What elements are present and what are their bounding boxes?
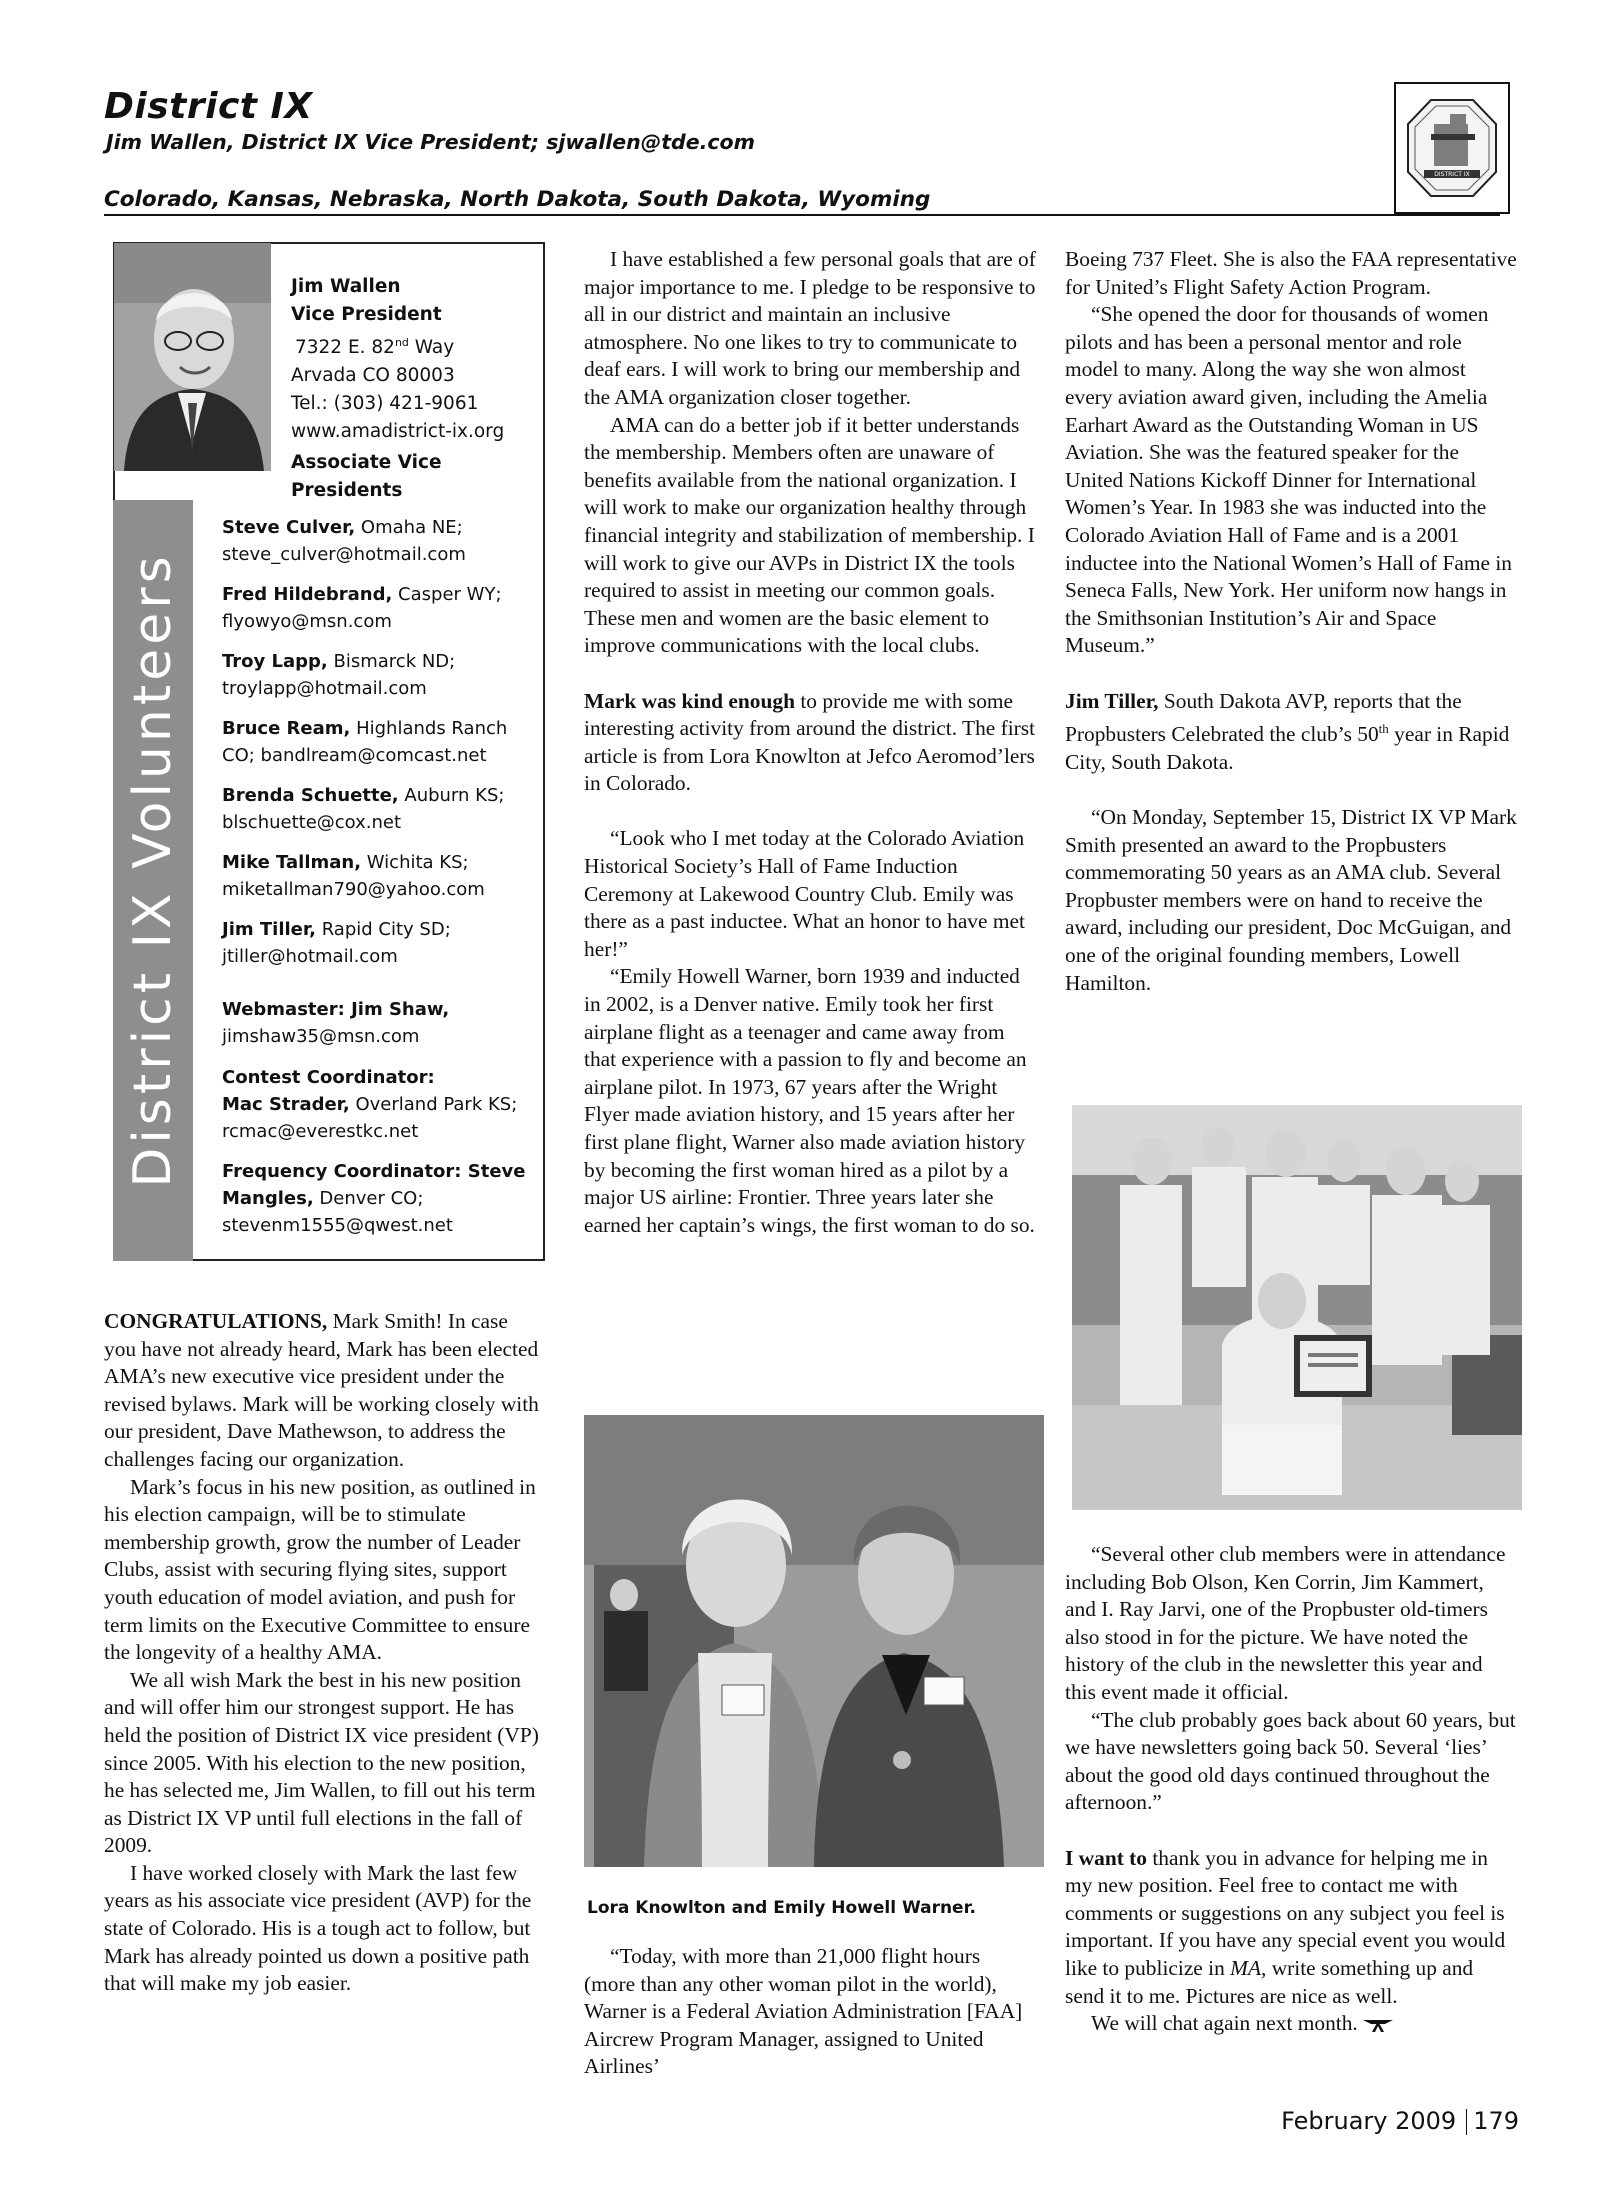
ama-end-mark-icon [1363, 2017, 1393, 2033]
paragraph: AMA can do a better job if it better understands the membership. Members often are unaware of benefits available from the national organization. I will work to make our organization healthy through financial integrity and stabilization of membership. I will work to give our AVPs in District IX the tools required to assist in meeting our common goals. These men and women are the basic element to improve communications with the local clubs. [584, 412, 1035, 658]
paragraph: “Emily Howell Warner, born 1939 and inducted in 2002, is a Denver native. Emily took her first airplane flight as a teenager and came away from that experience with a passion to fly and become an airplane pilot. In 1973, 67 years after the Wright Flyer made aviation history, and 15 years after her first plane flight, Warner also made aviation history by becoming the first woman hired as a pilot by a major US airline: Frontier. Three years later she earned her captain’s wings, the first woman to do so. [584, 964, 1035, 1237]
paragraph: We all wish Mark the best in his new position and will offer him our strongest support. He has held the position of District IX vice president (VP) since 2005. With his election to the new position, he has selected me, Jim Wallen, to fill out his term as District IX VP until full elections in the fall of 2009. [104, 1667, 539, 1858]
paragraph: I have established a few personal goals that are of major importance to me. I pledge to be responsive to all in our district and maintain an inclusive atmosphere. No one likes to try to communicate to deaf ears. I will work to bring our membership and the AMA organization closer together. [584, 247, 1036, 409]
contest-coordinator-entry: Contest Coordinator: Mac Strader, Overland Park KS; rcmac@everestkc.net [222, 1064, 542, 1145]
avp-entry: Mike Tallman, Wichita KS; miketallman790@yahoo.com [222, 852, 485, 900]
photo-propbusters [1072, 1105, 1522, 1510]
paragraph: We will chat again next month. [1065, 2010, 1517, 2038]
vp-phone: Tel.: (303) 421-9061 [291, 393, 479, 415]
district-logo [1394, 82, 1510, 214]
contest-email[interactable]: rcmac@everestkc.net [222, 1121, 419, 1142]
paragraph: I want to thank you in advance for helping me in my new position. Feel free to contact me with comments or suggestions on any subject you feel is important. If you have any special event you would like to publicize in MA, write something up and send it to me. Pictures are nice as well. [1065, 1845, 1506, 2008]
paragraph: “Today, with more than 21,000 flight hours (more than any other woman pilot in the world), Warner is a Federal Aviation Administration [FAA] Aircrew Program Manager, assigned to United Airlines’ [584, 1944, 1023, 2079]
issue-date: February 2009 [1281, 2107, 1457, 2135]
section-title: District IX [104, 86, 313, 127]
vp-street: 7322 E. 82nd Way [295, 336, 455, 359]
vp-title: Vice President [291, 304, 442, 325]
frequency-coordinator-entry: Frequency Coordinator: Steve Mangles, Denver CO; stevenm1555@qwest.net [222, 1158, 542, 1239]
page-footer [1281, 2107, 1519, 2135]
paragraph: “The club probably goes back about 60 years, but we have newsletters going back 50. Several ‘lies’ about the good old days continued throughout the afternoon.” [1065, 1707, 1516, 1815]
avp-entry: Steve Culver, Omaha NE; steve_culver@hotmail.com [222, 517, 466, 565]
paragraph: Jim Tiller, South Dakota AVP, reports that the Propbusters Celebrated the club’s 50th year in Rapid City, South Dakota. [1065, 688, 1510, 774]
frequency-email[interactable]: stevenm1555@qwest.net [222, 1215, 453, 1236]
paragraph: Mark was kind enough to provide me with some interesting activity from around the district. The first article is from Lora Knowlton at Jefco Aeromod’lers in Colorado. [584, 688, 1036, 796]
article-column-3-continued [1065, 1541, 1517, 2038]
vp-city: Arvada CO 80003 [291, 365, 455, 387]
header-rule [104, 214, 1500, 216]
avp-email[interactable]: steve_culver@hotmail.com [222, 544, 466, 565]
webmaster-entry: Webmaster: Jim Shaw, jimshaw35@msn.com [222, 996, 542, 1050]
avp-email[interactable]: miketallman790@yahoo.com [222, 879, 485, 900]
avp-email[interactable]: blschuette@cox.net [222, 812, 402, 833]
paragraph: “Look who I met today at the Colorado Aviation Historical Society’s Hall of Fame Induction Ceremony at Lakewood Country Club. Emily was there as a past inductee. What an honor to have met her!” [584, 826, 1025, 961]
vp-contact [291, 273, 541, 446]
avp-email[interactable]: troylapp@hotmail.com [222, 678, 427, 699]
avp-entry: Brenda Schuette, Auburn KS; blschuette@cox.net [222, 785, 505, 833]
avp-heading: Associate Vice Presidents [291, 452, 442, 501]
avp-email[interactable]: CO; bandlream@comcast.net [222, 745, 487, 766]
article-column-3 [1065, 246, 1517, 997]
district-states: Colorado, Kansas, Nebraska, North Dakota, South Dakota, Wyoming [104, 187, 931, 212]
avp-entry: Jim Tiller, Rapid City SD; jtiller@hotmail.com [222, 919, 451, 967]
avp-email[interactable]: flyowyo@msn.com [222, 611, 392, 632]
paragraph: Boeing 737 Fleet. She is also the FAA representative for United’s Flight Safety Action Program. [1065, 247, 1517, 299]
page-number: 179 [1473, 2107, 1519, 2135]
paragraph: “She opened the door for thousands of women pilots and has been a personal mentor and role model to many. Along the way she won almost every aviation award given, including the Amelia Earhart Award as the Outstanding Woman in US Aviation. She was the featured speaker for the United Nations Kickoff Dinner for International Women’s Year. In 1983 she was inducted into the Colorado Aviation Hall of Fame and is a 2001 inductee into the National Women’s Hall of Fame in Seneca Falls, New York. Her uniform now hangs in the Smithsonian Institution’s Air and Space Museum.” [1065, 302, 1512, 658]
section-byline: Jim Wallen, District IX Vice President; sjwallen@tde.com [106, 130, 756, 154]
vp-website[interactable]: www.amadistrict-ix.org [291, 421, 505, 443]
photo-caption: Lora Knowlton and Emily Howell Warner. [587, 1898, 977, 1918]
avp-list [222, 514, 542, 983]
vp-name: Jim Wallen [291, 276, 401, 297]
avp-email[interactable]: jtiller@hotmail.com [222, 946, 398, 967]
article-column-2-continued [584, 1943, 1036, 2081]
volunteers-band-title: District IX Volunteers [123, 552, 183, 1188]
avp-entry: Fred Hildebrand, Casper WY; flyowyo@msn.com [222, 584, 502, 632]
webmaster-email[interactable]: jimshaw35@msn.com [222, 1026, 420, 1047]
paragraph: Mark’s focus in his new position, as outlined in his election campaign, will be to stimulate membership growth, grow the number of Leader Clubs, assist with securing flying sites, support youth education of model aviation, and push for term limits on the Executive Committee to ensure the longevity of a healthy AMA. [104, 1474, 536, 1665]
article-column-1 [104, 1308, 544, 1998]
paragraph: I have worked closely with Mark the last few years as his associate vice president (AVP) for the state of Colorado. His is a tough act to follow, but Mark has already pointed us down a positive path that will make my job easier. [104, 1860, 532, 1996]
avp-entry: Bruce Ream, Highlands Ranch CO; bandlream@comcast.net [222, 718, 508, 766]
avp-entry: Troy Lapp, Bismarck ND; troylapp@hotmail.com [222, 651, 456, 699]
paragraph: CONGRATULATIONS, Mark Smith! In case you have not already heard, Mark has been elected AMA’s new executive vice president under the revised bylaws. Mark will be working closely with our president, Dave Mathewson, to address the challenges facing our organization. [104, 1309, 539, 1471]
article-column-2 [584, 246, 1036, 1239]
photo-knowlton-warner [584, 1415, 1044, 1867]
paragraph: “On Monday, September 15, District IX VP Mark Smith presented an award to the Propbusters commemorating 50 years as an AMA club. Several Propbuster members were on hand to receive the award, including our president, Doc McGuigan, and one of the original founding members, Lowell Hamilton. [1065, 805, 1517, 995]
paragraph: “Several other club members were in attendance including Bob Olson, Ken Corrin, Jim Kammert, and I. Ray Jarvi, one of the Propbuster old-timers also stood in for the picture. We have noted the history of the club in the newsletter this year and this event made it official. [1065, 1542, 1506, 1704]
svg-text:DISTRICT IX: DISTRICT IX [1434, 171, 1470, 178]
vp-portrait-photo [114, 243, 271, 471]
